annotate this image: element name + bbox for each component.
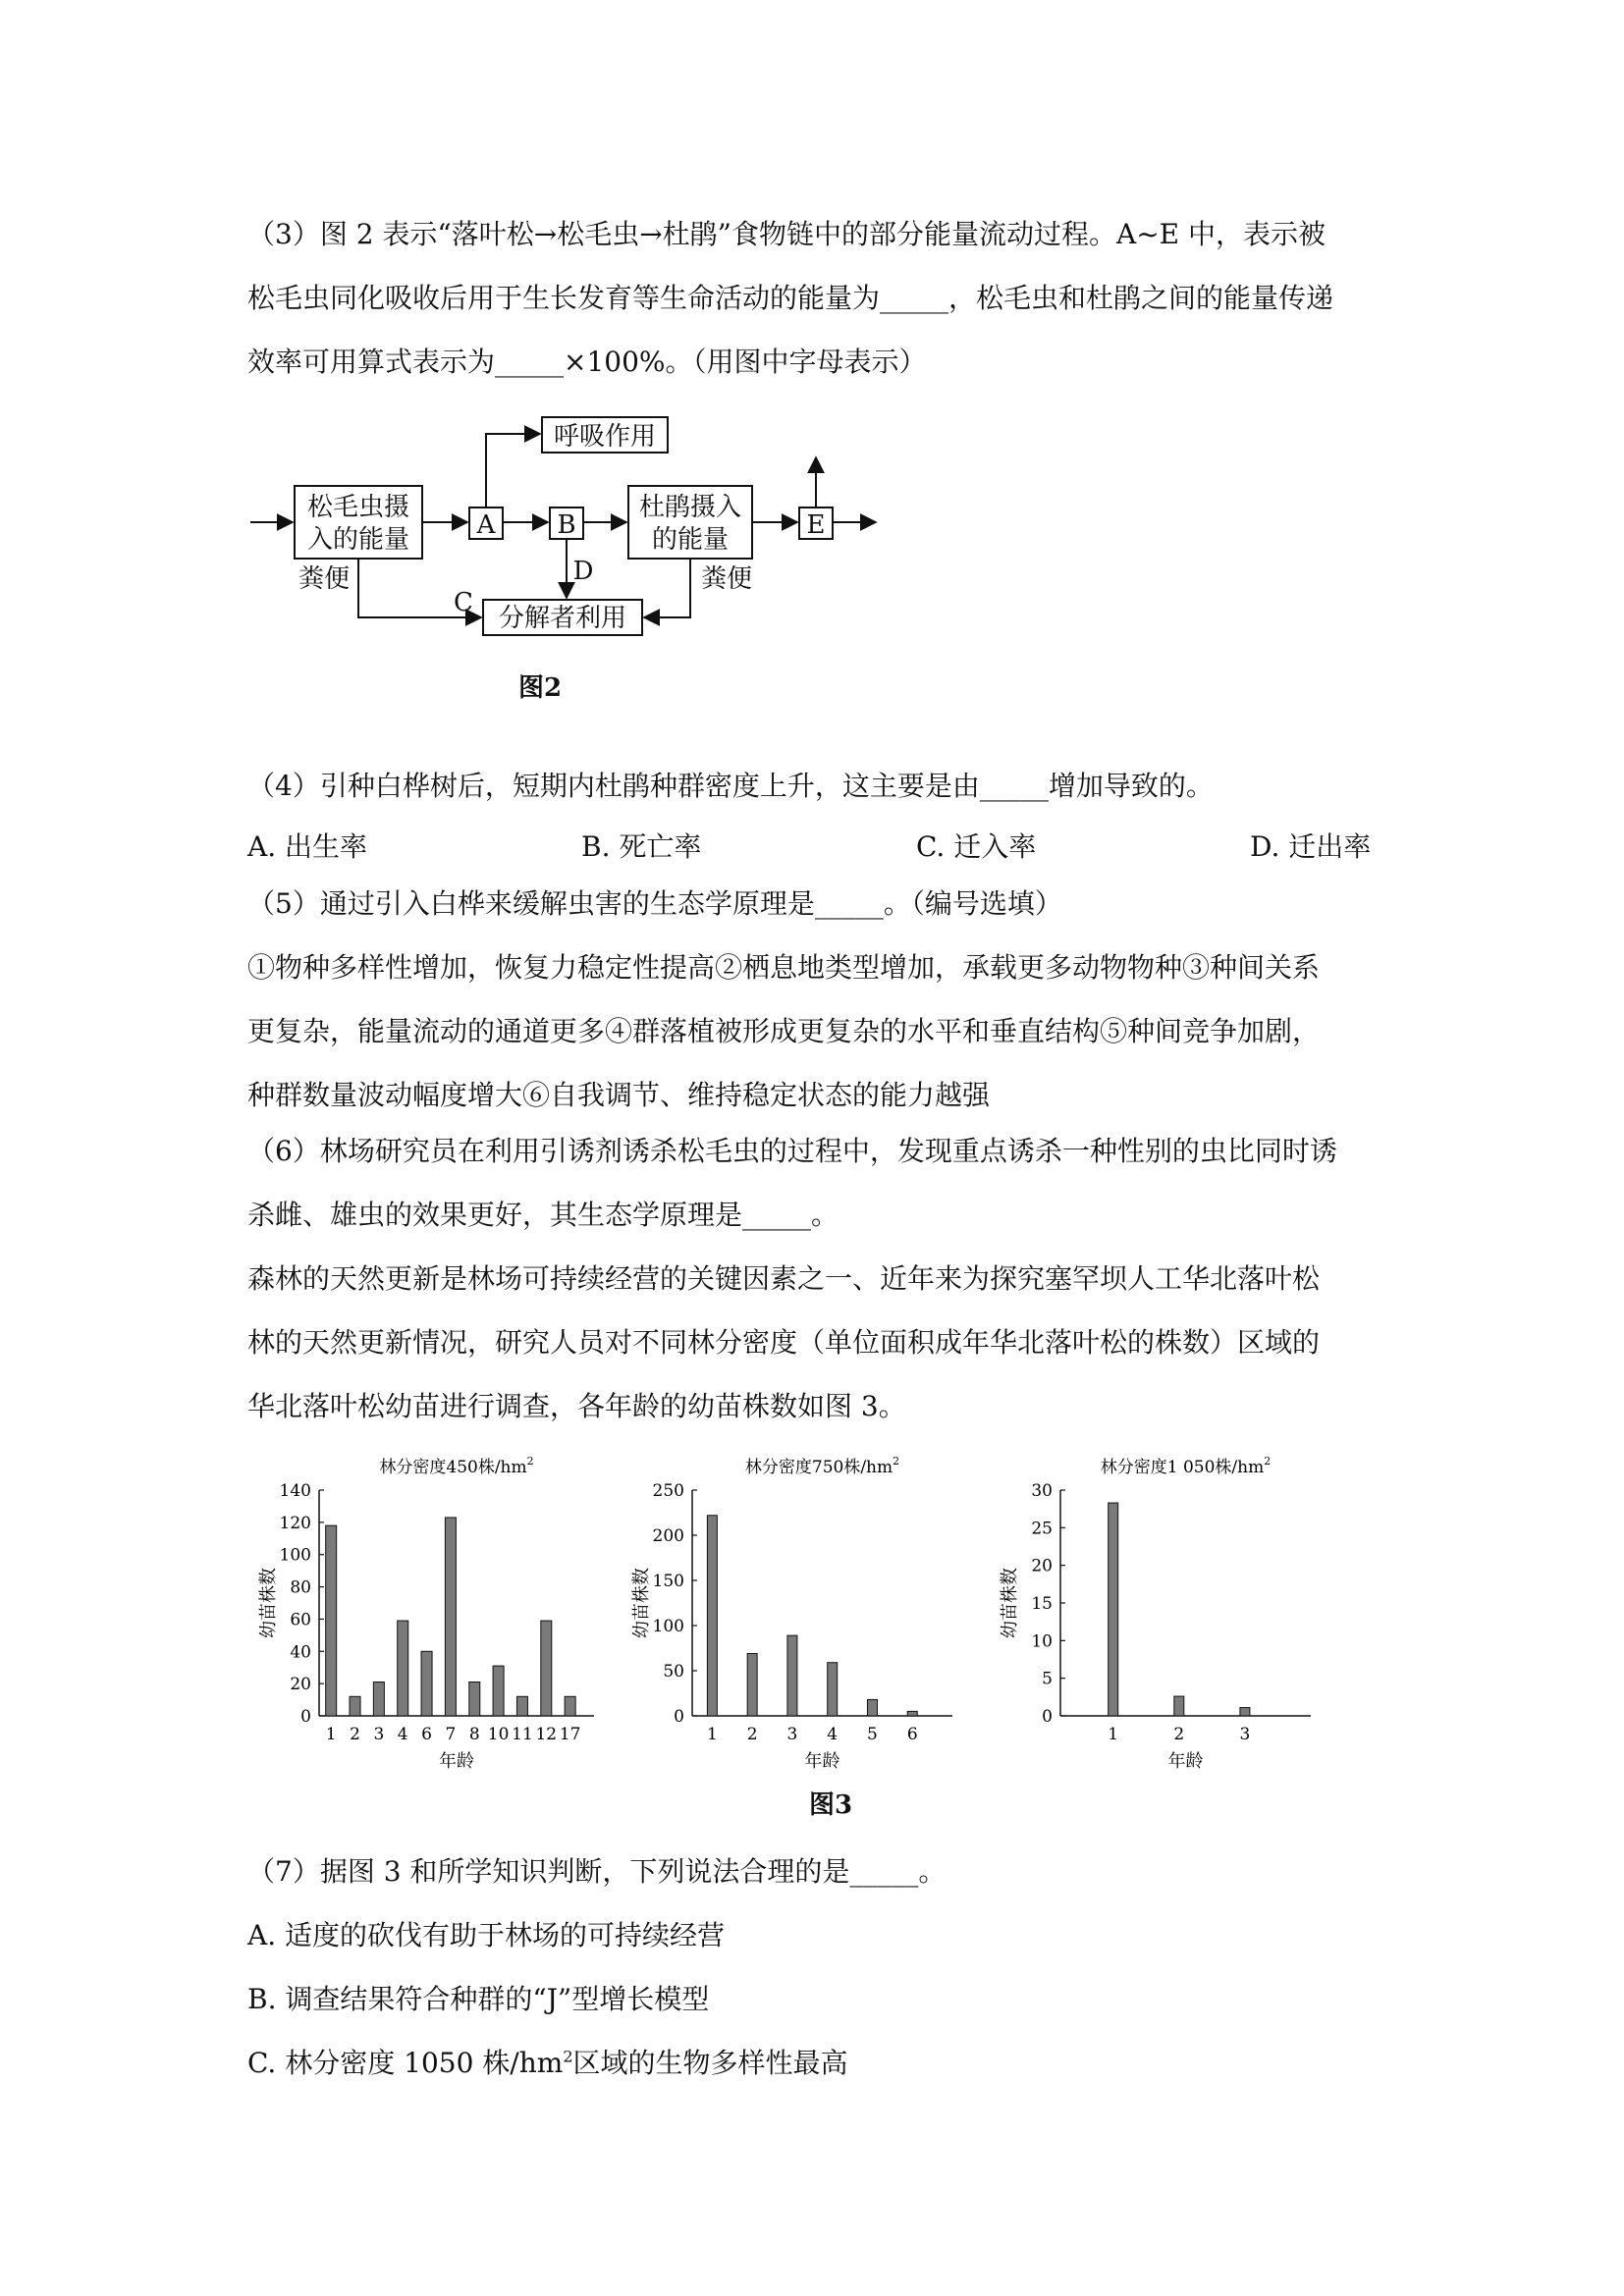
feces-right-label: 粪便: [700, 564, 753, 594]
node-b-label: B: [557, 510, 576, 540]
right-feces-arrow: [644, 559, 690, 617]
x-tick-label: 6: [906, 1725, 918, 1744]
y-tick-label: 100: [279, 1545, 311, 1566]
x-tick-label: 1: [325, 1725, 337, 1744]
q4-option-c: C. 迁入率: [916, 830, 1037, 863]
q4-option-b: B. 死亡率: [581, 830, 702, 863]
q7-option-b: B. 调查结果符合种群的“J”型增长模型: [247, 1983, 710, 2015]
x-tick-label: 12: [535, 1725, 558, 1744]
decomposer-label: 分解者利用: [498, 604, 627, 633]
x-tick-label: 10: [487, 1725, 510, 1744]
seedling-chart-750: [623, 1443, 1016, 1787]
energy-flow-diagram: [236, 402, 903, 697]
cuckoo-label-1: 杜鹃摄入: [638, 493, 742, 522]
seedling-chart-450: [250, 1443, 643, 1787]
x-tick-label: 7: [445, 1725, 457, 1744]
bar: [398, 1621, 408, 1716]
y-tick-label: 150: [652, 1572, 684, 1591]
figure-2-caption: 图2: [518, 673, 563, 703]
y-tick-label: 50: [663, 1662, 684, 1682]
chart-title: 林分密度750株$/hm^2$: [744, 1455, 900, 1477]
passage-line-1: 森林的天然更新是林场可持续经营的关键因素之一、近年来为探究塞罕坝人工华北落叶松: [247, 1262, 1321, 1295]
bar: [469, 1682, 480, 1717]
bar: [828, 1663, 838, 1716]
y-axis-label: 幼苗株数: [258, 1568, 279, 1638]
q4-option-a: A. 出生率: [247, 830, 368, 863]
chart-title-sup: 2: [1264, 1455, 1272, 1468]
y-axis-label: 幼苗株数: [631, 1568, 652, 1638]
y-tick-label: 200: [652, 1526, 684, 1546]
y-tick-label: 30: [1031, 1481, 1053, 1501]
chart-title: 林分密度450株$/hm^2$: [379, 1455, 534, 1477]
seedling-chart-1050: [992, 1443, 1384, 1787]
x-tick-label: 6: [421, 1725, 432, 1744]
d-label: D: [572, 557, 594, 586]
y-tick-label: 15: [1031, 1594, 1053, 1614]
q5-line-2: 更复杂，能量流动的通道更多④群落植被形成更复杂的水平和垂直结构⑤种间竞争加剧，: [247, 1015, 1321, 1047]
y-tick-label: 0: [300, 1707, 311, 1727]
x-tick-label: 2: [746, 1725, 758, 1744]
bar: [867, 1699, 877, 1716]
bar: [445, 1518, 456, 1716]
respiration-arrow: [486, 434, 540, 507]
q6-line-1: （6）林场研究员在利用引诱剂诱杀松毛虫的过程中，发现重点诱杀一种性别的虫比同时诱: [247, 1135, 1337, 1167]
passage-line-2: 林的天然更新情况，研究人员对不同林分密度（单位面积成年华北落叶松的株数）区域的: [247, 1326, 1321, 1359]
y-tick-label: 20: [290, 1675, 311, 1695]
bar: [1240, 1708, 1250, 1716]
bar: [350, 1696, 360, 1716]
x-tick-label: 4: [827, 1725, 839, 1744]
bar: [1174, 1696, 1184, 1716]
x-tick-label: 3: [1239, 1725, 1251, 1744]
bar: [747, 1654, 757, 1716]
chart-title-sup: 2: [526, 1455, 534, 1468]
x-tick-label: 1: [706, 1725, 718, 1744]
chart-title: 林分密度1 050株$/hm^2$: [1100, 1455, 1272, 1477]
q5-line-1: ①物种多样性增加，恢复力稳定性提高②栖息地类型增加，承载更多动物物种③种间关系: [247, 951, 1321, 984]
q4-option-d: D. 迁出率: [1250, 830, 1372, 863]
q6-line-2: 杀雌、雄虫的效果更好，其生态学原理是_____。: [247, 1199, 839, 1231]
x-axis-label: 年龄: [804, 1751, 840, 1772]
y-tick-label: 60: [290, 1610, 311, 1630]
x-tick-label: 8: [468, 1725, 480, 1744]
y-tick-label: 0: [674, 1707, 684, 1727]
x-tick-label: 4: [397, 1725, 408, 1744]
chart-title-sup: 2: [893, 1455, 900, 1468]
intake-label-1: 松毛虫摄: [306, 493, 410, 522]
q7-stem: （7）据图 3 和所学知识判断，下列说法合理的是_____。: [247, 1855, 947, 1888]
intake-label-2: 入的能量: [306, 525, 410, 555]
bar: [1109, 1503, 1118, 1716]
y-tick-label: 80: [290, 1577, 311, 1598]
q5-line-3: 种群数量波动幅度增大⑥自我调节、维持稳定状态的能力越强: [247, 1079, 991, 1111]
x-tick-label: 5: [867, 1725, 878, 1744]
q3-line-2: 松毛虫同化吸收后用于生长发育等生命活动的能量为_____，松毛虫和杜鹃之间的能量传递: [247, 282, 1334, 314]
x-tick-label: 2: [1173, 1725, 1185, 1744]
bar: [516, 1696, 527, 1716]
figure-3-caption: 图3: [809, 1790, 853, 1820]
bar: [541, 1621, 552, 1716]
q5-stem: （5）通过引入白桦来缓解虫害的生态学原理是_____。（编号选填）: [247, 887, 1062, 920]
y-tick-label: 10: [1031, 1631, 1053, 1652]
y-tick-label: 120: [279, 1513, 311, 1533]
passage-line-3: 华北落叶松幼苗进行调查，各年龄的幼苗株数如图 3。: [247, 1390, 906, 1422]
node-a-label: A: [476, 510, 496, 540]
bar: [373, 1682, 384, 1717]
node-e-label: E: [806, 510, 826, 540]
q4-stem: （4）引种白桦树后，短期内杜鹃种群密度上升，这主要是由_____增加导致的。: [247, 770, 1214, 802]
y-tick-label: 250: [652, 1481, 684, 1501]
y-tick-label: 0: [1042, 1707, 1053, 1727]
bar: [907, 1711, 917, 1716]
q7-option-c-text: C. 林分密度 1050 株/hm: [247, 2047, 564, 2079]
q7-option-a: A. 适度的砍伐有助于林场的可持续经营: [247, 1919, 726, 1951]
c-label: C: [454, 588, 473, 617]
x-tick-label: 3: [373, 1725, 385, 1744]
q3-line-1: （3）图 2 表示“落叶松→松毛虫→杜鹃”食物链中的部分能量流动过程。A~E 中，表示被: [247, 218, 1326, 250]
bar: [707, 1516, 717, 1716]
x-tick-label: 17: [559, 1725, 581, 1744]
y-tick-label: 40: [290, 1642, 311, 1663]
y-tick-label: 140: [279, 1481, 311, 1501]
bar: [421, 1651, 432, 1716]
q3-line-3: 效率可用算式表示为_____×100%。（用图中字母表示）: [247, 346, 927, 378]
x-tick-label: 2: [350, 1725, 360, 1744]
x-axis-label: 年龄: [1167, 1751, 1204, 1772]
respiration-label: 呼吸作用: [553, 422, 657, 452]
cuckoo-label-2: 的能量: [651, 525, 730, 555]
q7-option-c: [247, 2044, 848, 2083]
x-tick-label: 11: [512, 1725, 533, 1744]
x-tick-label: 1: [1108, 1725, 1119, 1744]
y-tick-label: 100: [652, 1617, 684, 1636]
bar: [326, 1525, 337, 1716]
q7-option-c-rest: 区域的生物多样性最高: [572, 2047, 848, 2079]
feces-left-label: 粪便: [298, 564, 351, 594]
q7-option-c-sup: 2: [563, 2047, 573, 2066]
bar: [787, 1635, 797, 1716]
x-axis-label: 年龄: [439, 1751, 474, 1772]
y-tick-label: 25: [1031, 1519, 1053, 1539]
bar: [493, 1666, 504, 1716]
y-tick-label: 5: [1042, 1669, 1053, 1689]
bar: [565, 1696, 575, 1716]
y-axis-label: 幼苗株数: [1000, 1568, 1020, 1638]
x-tick-label: 3: [786, 1725, 798, 1744]
y-tick-label: 20: [1031, 1556, 1053, 1576]
